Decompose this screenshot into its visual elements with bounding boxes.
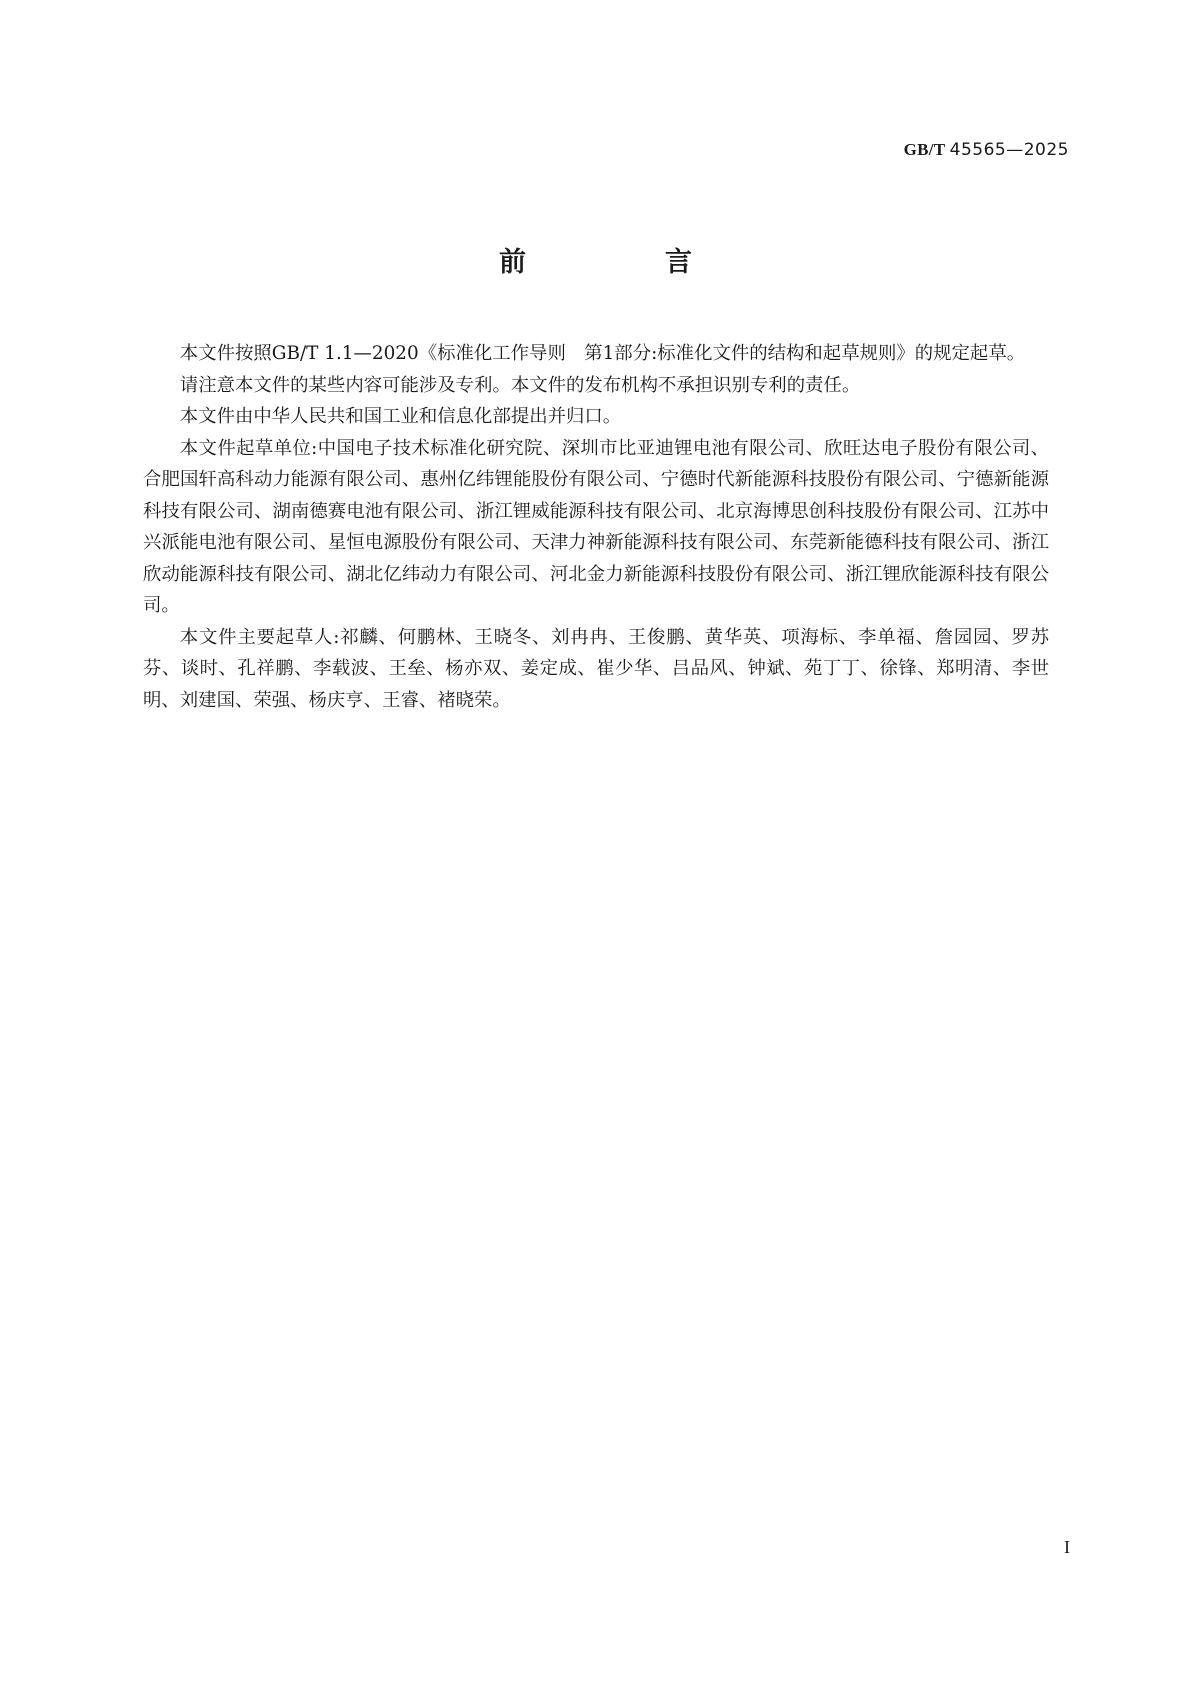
page-number: I — [1064, 1537, 1070, 1557]
paragraph-drafting-rules: 本文件按照GB/T 1.1—2020《标准化工作导则 第1部分:标准化文件的结构和起草规则》的规定起草。 — [179, 343, 1026, 364]
paragraph-patent-notice: 请注意本文件的某些内容可能涉及专利。本文件的发布机构不承担识别专利的责任。 — [179, 374, 861, 396]
paragraph-proposer: 本文件由中华人民共和国工业和信息化部提出并归口。 — [179, 406, 622, 427]
paragraph-drafters: 本文件主要起草人:祁麟、何鹏林、王晓冬、刘冉冉、王俊鹏、黄华英、项海标、李单福、詹园园、罗苏芬、谈时、孔祥鹏、李载波、王垒、杨亦双、姜定成、崔少华、吕品风、钟斌、苑丁丁、徐锋、郑明清、李世明、刘建国、荣强、杨庆亨、王睿、褚晓荣。 — [143, 626, 1049, 711]
paragraph-drafting-units: 本文件起草单位:中国电子技术标准化研究院、深圳市比亚迪锂电池有限公司、欣旺达电子股份有限公司、合肥国轩高科动力能源有限公司、惠州亿纬锂能股份有限公司、宁德时代新能源科技股份有限公司、宁德新能源科技有限公司、湖南德赛电池有限公司、浙江锂威能源科技有限公司、北京海博思创科技股份有限公司、江苏中兴派能电池有限公司、星恒电源股份有限公司、天津力神新能源科技有限公司、东莞新能德科技有限公司、浙江欣动能源科技有限公司、湖北亿纬动力有限公司、河北金力新能源科技股份有限公司、浙江锂欣能源科技有限公司。 — [143, 437, 1049, 616]
standard-code — [904, 140, 1069, 160]
page-title: 前 言 — [499, 247, 748, 278]
foreword-body — [143, 338, 1049, 716]
standard-prefix: GB/T — [903, 140, 946, 159]
standard-number: 45565—2025 — [949, 140, 1069, 160]
